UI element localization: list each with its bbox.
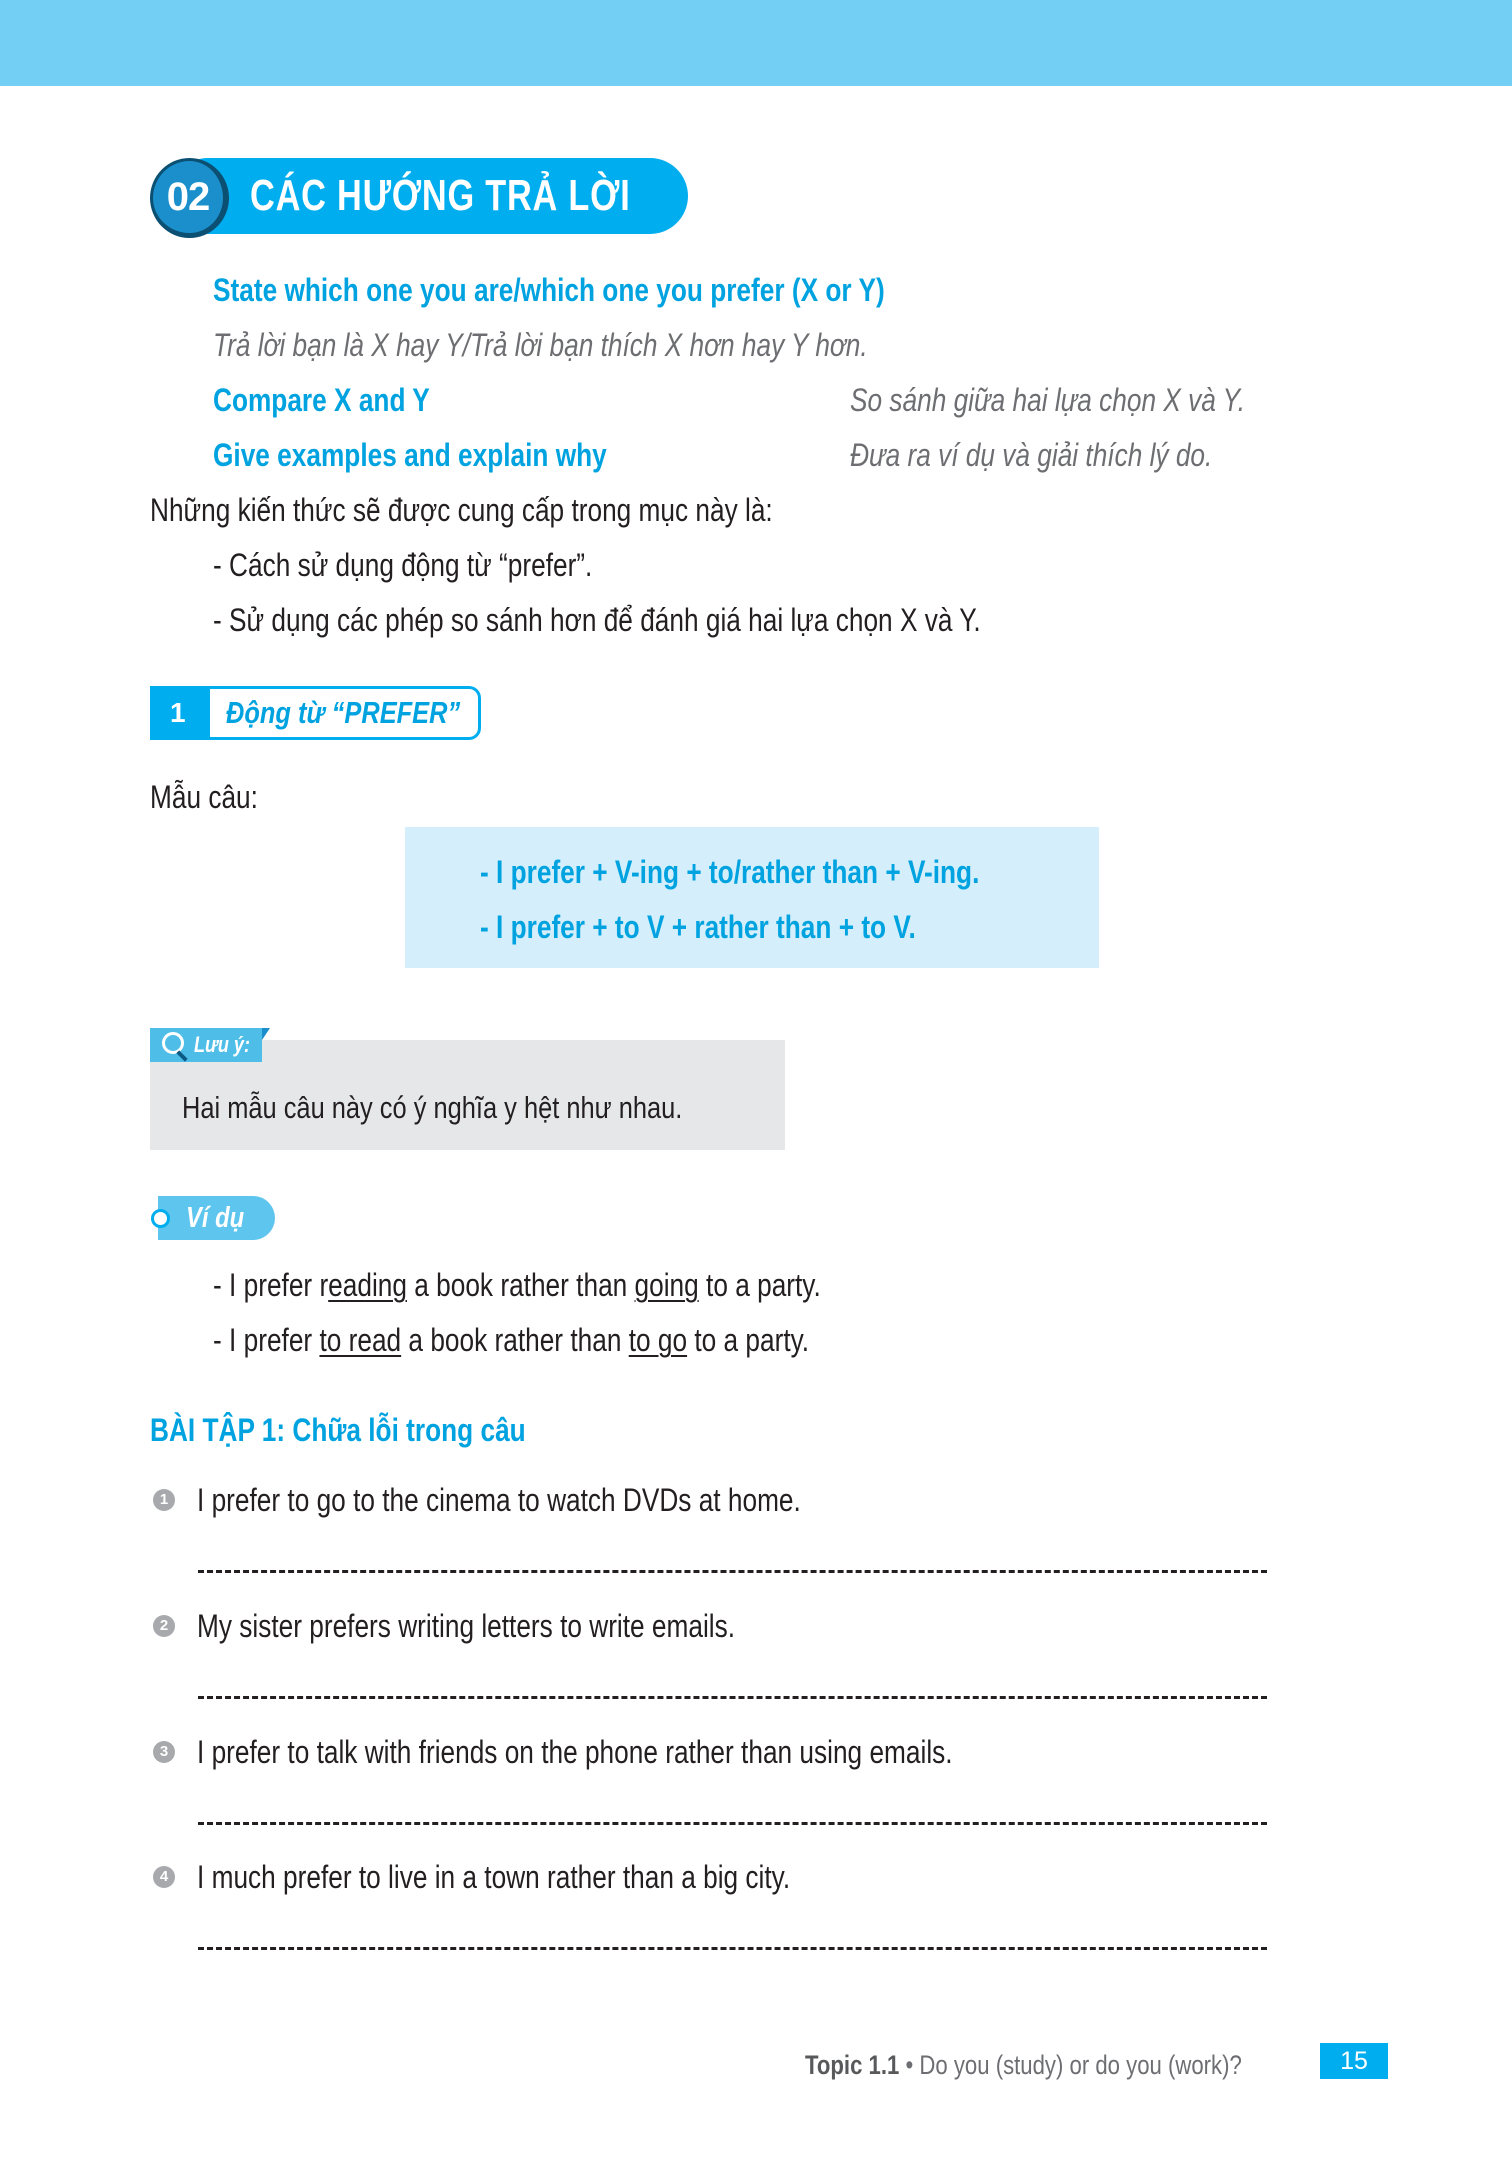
section-header xyxy=(150,158,688,234)
page-number: 15 xyxy=(1320,2043,1388,2079)
section-title: CÁC HƯỚNG TRẢ LỜI xyxy=(250,171,631,220)
top-banner xyxy=(0,0,1512,86)
exercise-item-4: I much prefer to live in a town rather than a big city. xyxy=(197,1859,791,1895)
circle-bullet-icon xyxy=(151,1209,170,1228)
direction-1-vi: Trả lời bạn là X hay Y/Trả lời bạn thích X hơn hay Y hơn. xyxy=(213,327,868,363)
direction-2-vi: So sánh giữa hai lựa chọn X và Y. xyxy=(850,382,1246,418)
subsection-heading xyxy=(150,686,485,740)
exercise-item-2: My sister prefers writing letters to write emails. xyxy=(197,1608,736,1644)
magnifier-icon xyxy=(162,1032,184,1054)
footer-subtitle: Do you (study) or do you (work)? xyxy=(919,2050,1242,2080)
answer-line-4[interactable] xyxy=(198,1947,1267,1950)
intro-bullet-2: - Sử dụng các phép so sánh hơn để đánh giá hai lựa chọn X và Y. xyxy=(213,602,981,638)
direction-1-en: State which one you are/which one you prefer (X or Y) xyxy=(213,272,885,308)
intro-text: Những kiến thức sẽ được cung cấp trong mục này là: xyxy=(150,492,773,528)
magnifier-handle xyxy=(176,1050,187,1061)
direction-3-vi: Đưa ra ví dụ và giải thích lý do. xyxy=(850,437,1213,473)
formula-box xyxy=(405,827,1099,968)
example-tag-label: Ví dụ xyxy=(186,1202,245,1234)
exercise-number-2: 2 xyxy=(153,1615,175,1637)
subsection-title: Động từ “PREFER” xyxy=(226,695,461,730)
note-tag xyxy=(150,1028,262,1062)
exercise-item-1: I prefer to go to the cinema to watch DVDs at home. xyxy=(197,1482,801,1518)
formula-2: - I prefer + to V + rather than + to V. xyxy=(480,909,916,945)
note-tag-label: Lưu ý: xyxy=(194,1032,250,1057)
pattern-label: Mẫu câu: xyxy=(150,779,258,815)
note-text: Hai mẫu câu này có ý nghĩa y hệt như nhau. xyxy=(182,1090,683,1125)
section-number: 02 xyxy=(150,158,229,238)
footer-topic: Topic 1.1 xyxy=(805,2050,900,2080)
exercise-item-3: I prefer to talk with friends on the phone rather than using emails. xyxy=(197,1734,953,1770)
direction-3-en: Give examples and explain why xyxy=(213,437,607,473)
example-line-2: - I prefer to read a book rather than to go to a party. xyxy=(213,1322,810,1358)
page-footer xyxy=(805,2045,1338,2085)
formula-1: - I prefer + V-ing + to/rather than + V-ing. xyxy=(480,854,980,890)
answer-line-2[interactable] xyxy=(198,1696,1267,1699)
answer-line-3[interactable] xyxy=(198,1822,1267,1825)
intro-bullet-1: - Cách sử dụng động từ “prefer”. xyxy=(213,547,593,583)
direction-2-en: Compare X and Y xyxy=(213,382,430,418)
exercise-number-4: 4 xyxy=(153,1866,175,1888)
example-tag xyxy=(150,1196,275,1240)
exercise-number-1: 1 xyxy=(153,1489,175,1511)
exercise-title: BÀI TẬP 1: Chữa lỗi trong câu xyxy=(150,1412,526,1448)
footer-separator: • xyxy=(905,2050,914,2080)
subsection-number: 1 xyxy=(150,686,210,740)
exercise-number-3: 3 xyxy=(153,1741,175,1763)
answer-line-1[interactable] xyxy=(198,1570,1267,1573)
example-line-1: - I prefer reading a book rather than going to a party. xyxy=(213,1267,821,1303)
